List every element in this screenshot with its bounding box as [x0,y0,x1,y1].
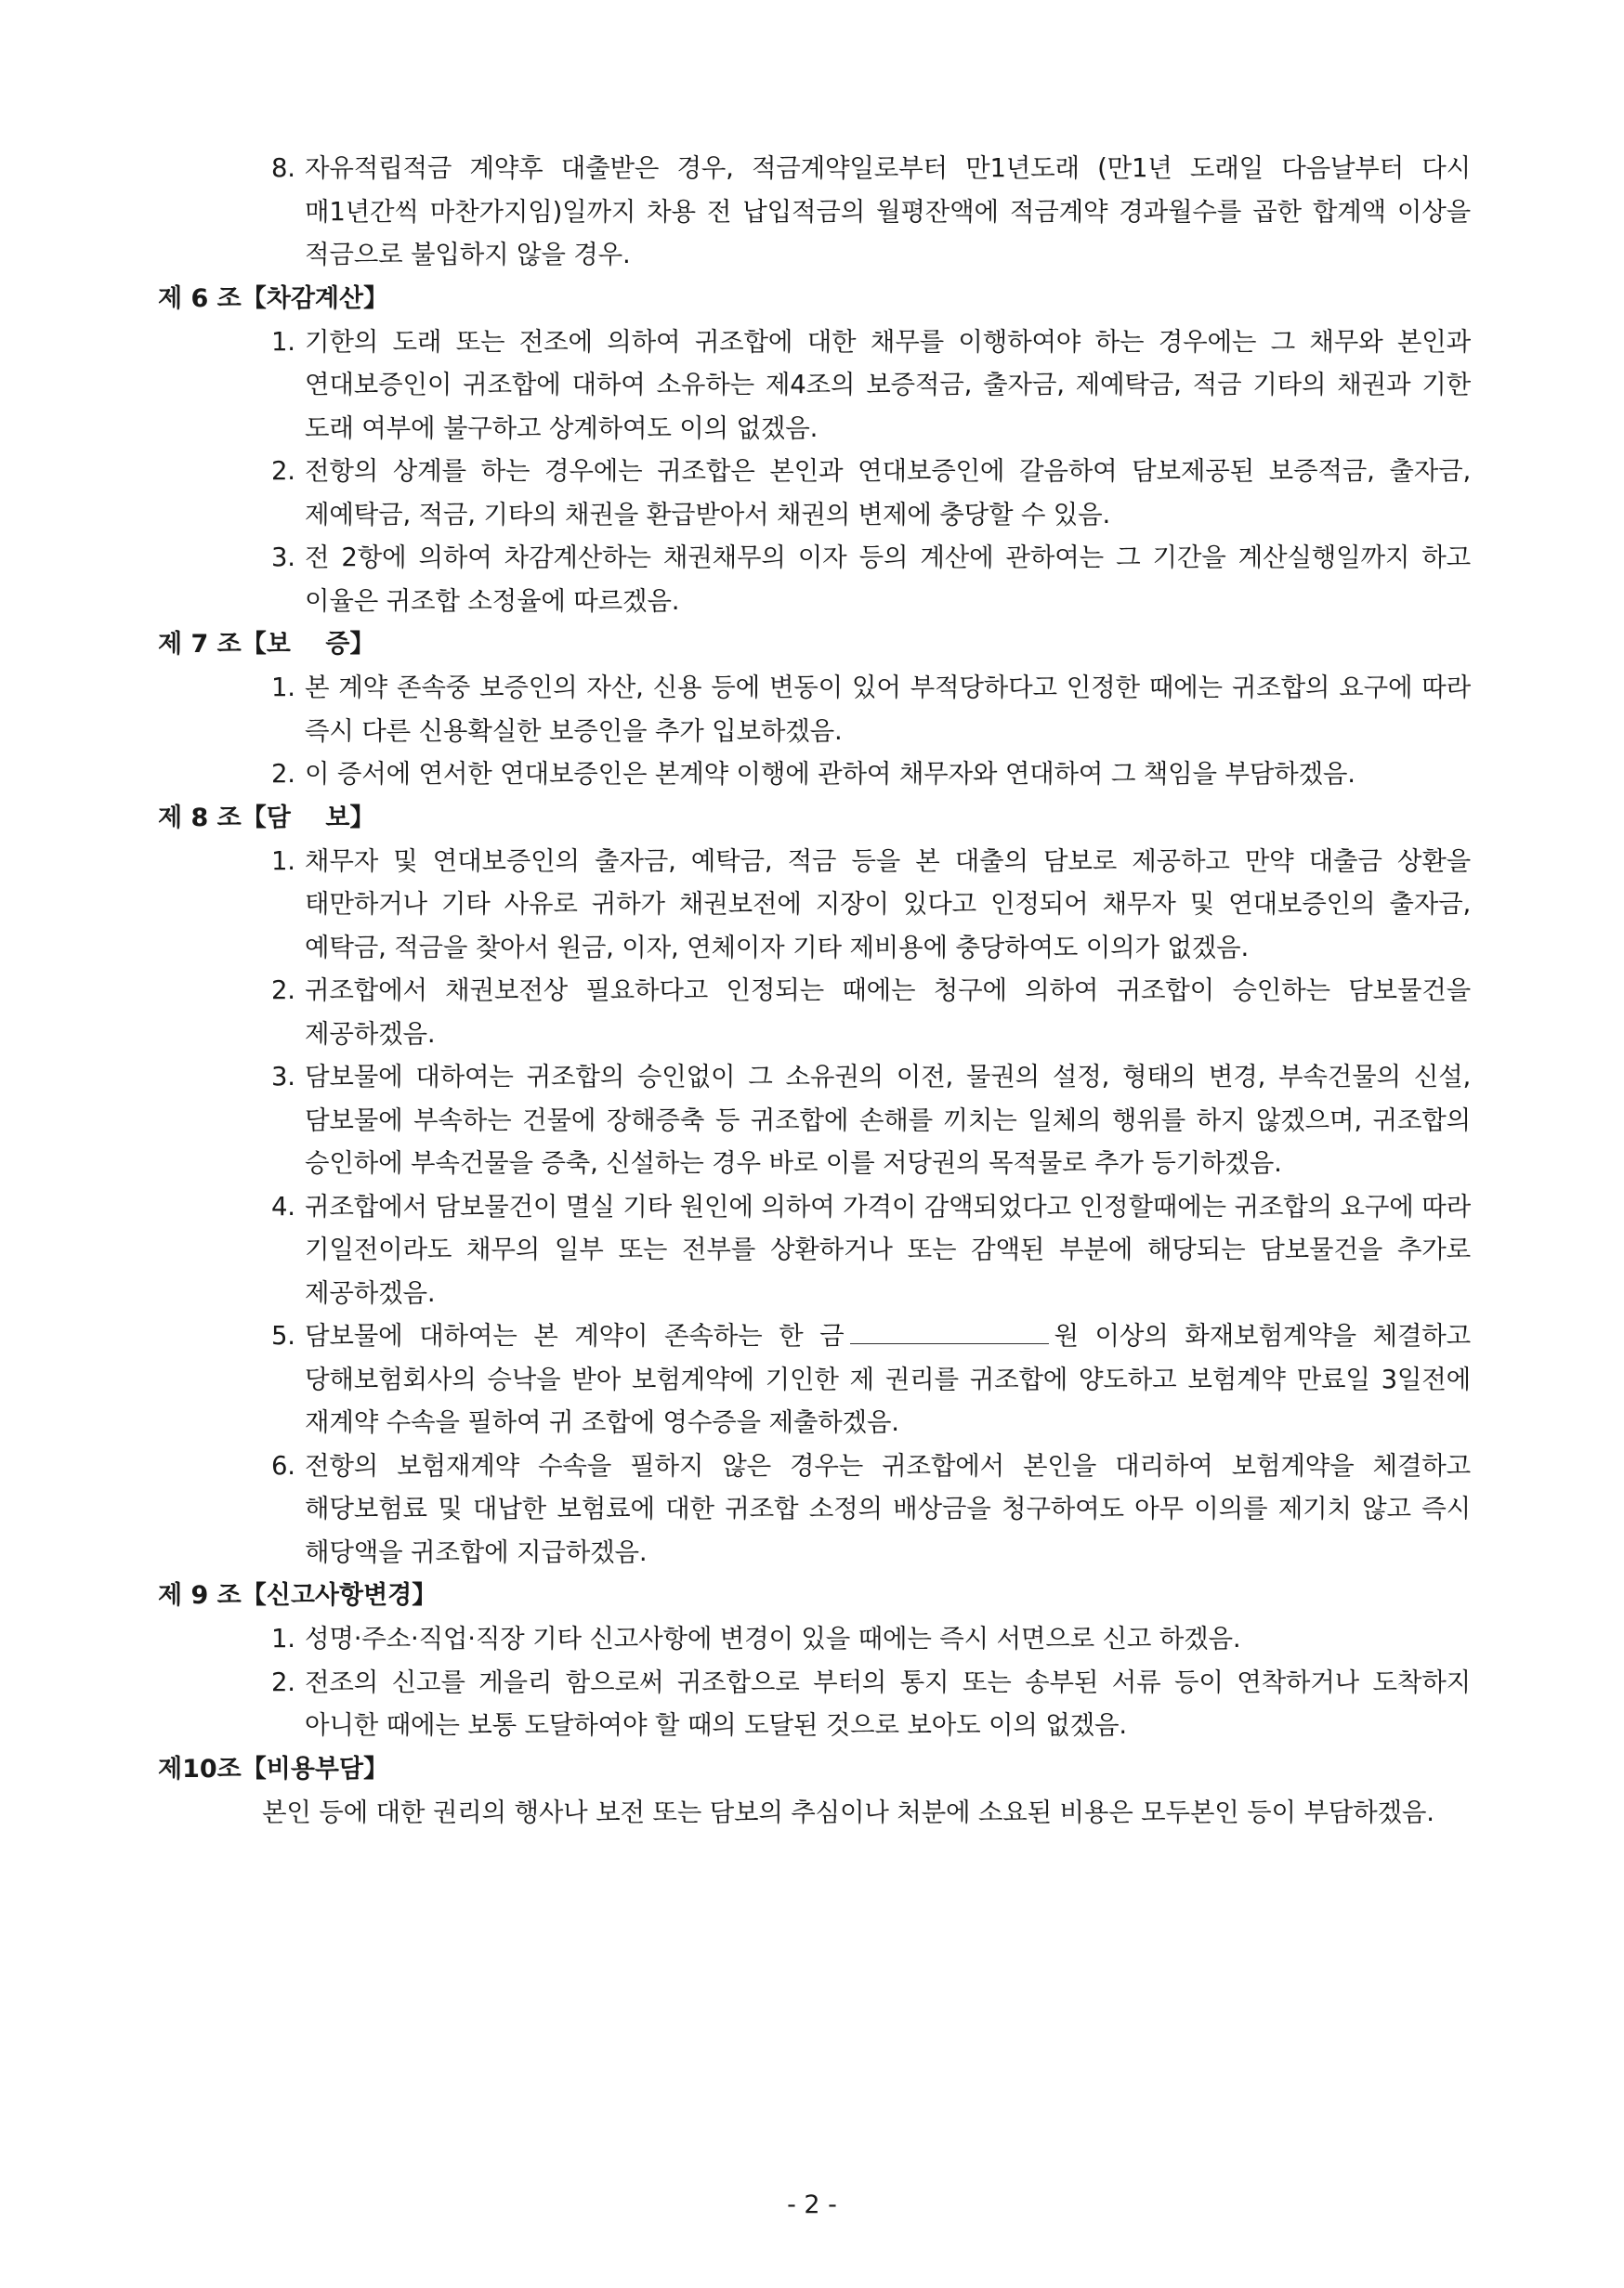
item-text: 귀조합에서 채권보전상 필요하다고 인정되는 때에는 청구에 의하여 귀조합이 승인하는 담보물건을 제공하겠음. [305,975,1471,1049]
item-text-after: 원 이상의 화재보험계약을 체결하고 당해보험회사의 승낙을 받아 보험계약에 기인한 제 권리를 귀조합에 양도하고 보험계약 만료일 3일전에 재계약 수속을 필하여 귀 조합에 영수증을 제출하겠음. [305,1321,1471,1437]
list-item [156,450,1475,536]
item-number: 3. [271,543,295,572]
item-text: 전항의 상계를 하는 경우에는 귀조합은 본인과 연대보증인에 갈음하여 담보제공된 보증적금, 출자금, 제예탁금, 적금, 기타의 채권을 환급받아서 채권의 변제에 충당할 수 있음. [305,456,1471,530]
list-item [156,1055,1475,1185]
article-9 [156,1574,1475,1747]
article-7-list [156,666,1475,796]
item-number: 3. [271,1062,295,1092]
item-text: 이 증서에 연서한 연대보증인은 본계약 이행에 관하여 채무자와 연대하여 그 책임을 부담하겠음. [305,759,1356,789]
item-text-before: 담보물에 대하여는 본 계약이 존속하는 한 금 [305,1321,845,1351]
item-number: 5. [271,1321,295,1351]
item-number: 1. [271,673,295,702]
item-number: 6. [271,1450,295,1481]
article-6 [156,277,1475,623]
list-item [156,969,1475,1055]
item-text: 담보물에 대하여는 귀조합의 승인없이 그 소유권의 이전, 물권의 설정, 형태의 변경, 부속건물의 신설, 담보물에 부속하는 건물에 장해증축 등 귀조합에 손해를 끼치는 일체의 행위를 하지 않겠으며, 귀조합의 승인하에 부속건물을 증축, 신설하는 경우 바로 이를 저당권의 목적물로 추가 등기하겠음. [305,1062,1471,1178]
item-text: 귀조합에서 담보물건이 멸실 기타 원인에 의하여 가격이 감액되었다고 인정할때에는 귀조합의 요구에 따라 기일전이라도 채무의 일부 또는 전부를 상환하거나 또는 감액된 부분에 해당되는 담보물건을 추가로 제공하겠음. [305,1191,1471,1308]
item-text: 기한의 도래 또는 전조에 의하여 귀조합에 대한 채무를 이행하여야 하는 경우에는 그 채무와 본인과 연대보증인이 귀조합에 대하여 소유하는 제4조의 보증적금, 출자금, 제예탁금, 적금 기타의 채권과 기한 도래 여부에 불구하고 상계하여도 이의 없겠음. [305,326,1471,443]
list-item [156,1185,1475,1315]
continued-list [156,147,1475,277]
article-paragraph: 본인 등에 대한 권리의 행사나 보전 또는 담보의 추심이나 처분에 소요된 비용은 모두본인 등이 부담하겠음. [262,1797,1434,1827]
item-number: 1. [271,326,295,357]
article-title: 제 8 조【담 보】 [158,803,375,832]
article-title: 제 7 조【보 증】 [158,630,375,659]
item-number: 2. [271,975,295,1005]
article-title: 제 6 조【차감계산】 [158,283,389,313]
article-6-list [156,320,1475,623]
article-10 [156,1747,1475,1835]
item-text: 전항의 보험재계약 수속을 필하지 않은 경우는 귀조합에서 본인을 대리하여 보험계약을 체결하고 해당보험료 및 대납한 보험료에 대한 귀조합 소정의 배상금을 청구하여도 아무 이의를 제기치 않고 즉시 해당액을 귀조합에 지급하겠음. [305,1450,1471,1567]
list-item [156,320,1475,451]
item-text: 성명·주소·직업·직장 기타 신고사항에 변경이 있을 때에는 즉시 서면으로 신고 하겠음. [305,1624,1241,1654]
item-text: 자유적립적금 계약후 대출받은 경우, 적금계약일로부터 만1년도래 (만1년 도래일 다음날부터 다시 매1년간씩 마찬가지임)일까지 차용 전 납입적금의 월평잔액에 적금계약 경과월수를 곱한 합계액 이상을 적금으로 불입하지 않을 경우. [305,153,1471,269]
list-item [156,1617,1475,1661]
list-item [156,536,1475,622]
item-text: 본 계약 존속중 보증인의 자산, 신용 등에 변동이 있어 부적당하다고 인정한 때에는 귀조합의 요구에 따라 즉시 다른 신용확실한 보증인을 추가 입보하겠음. [305,673,1471,746]
list-item [156,752,1475,796]
article-7 [156,622,1475,796]
item-number: 2. [271,1667,295,1697]
amount-blank-field[interactable] [850,1325,1049,1344]
item-number: 2. [271,759,295,789]
article-8-list [156,840,1475,1575]
item-number: 1. [271,845,295,876]
list-item [156,147,1475,277]
list-item [156,1661,1475,1747]
list-item [156,840,1475,970]
item-number: 4. [271,1191,295,1222]
item-number: 8. [271,153,295,183]
item-number: 2. [271,456,295,486]
article-8 [156,796,1475,1575]
list-item [156,1314,1475,1445]
article-title: 제10조【비용부담】 [158,1754,389,1784]
item-text: 전 2항에 의하여 차감계산하는 채권채무의 이자 등의 계산에 관하여는 그 기간을 계산실행일까지 하고 이율은 귀조합 소정율에 따르겠음. [305,543,1471,616]
item-number: 1. [271,1624,295,1654]
article-9-list [156,1617,1475,1747]
list-item [156,666,1475,752]
item-text: 전조의 신고를 게을리 함으로써 귀조합으로 부터의 통지 또는 송부된 서류 등이 연착하거나 도착하지 아니한 때에는 보통 도달하여야 할 때의 도달된 것으로 보아도 이의 없겠음. [305,1667,1471,1740]
item-text: 채무자 및 연대보증인의 출자금, 예탁금, 적금 등을 본 대출의 담보로 제공하고 만약 대출금 상환을 태만하거나 기타 사유로 귀하가 채권보전에 지장이 있다고 인정되어 채무자 및 연대보증인의 출자금, 예탁금, 적금을 찾아서 원금, 이자, 연체이자 기타 제비용에 충당하여도 이의가 없겠음. [305,845,1471,962]
page-number: - 2 - [787,2190,837,2219]
article-title: 제 9 조【신고사항변경】 [158,1581,438,1610]
document-body [156,147,1475,1834]
list-item [156,1445,1475,1575]
